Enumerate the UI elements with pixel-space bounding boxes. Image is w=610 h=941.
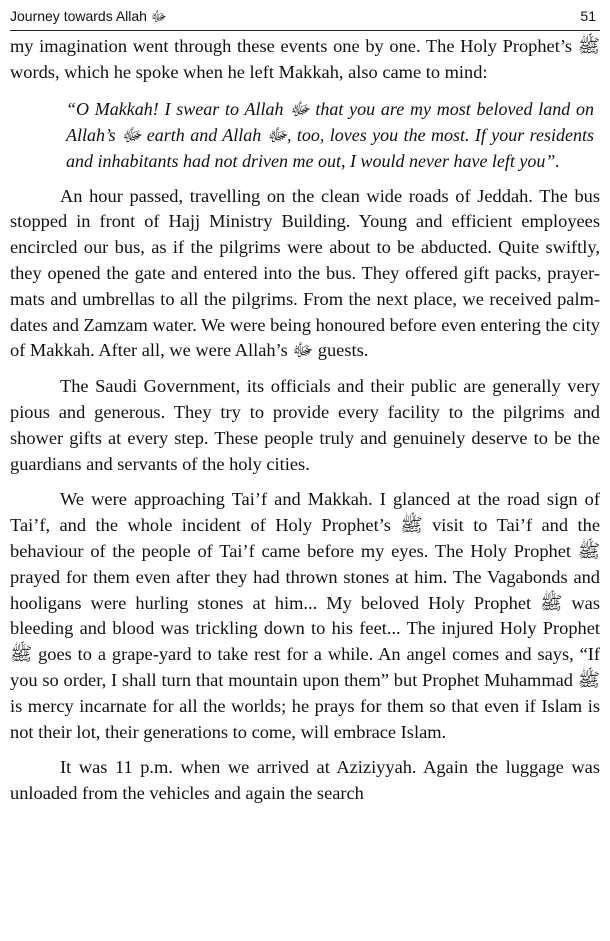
paragraph-taif: We were approaching Tai’f and Makkah. I glanced at the road sign of Tai’f, and the whole incident of Holy Prophet’s ﷺ visit to Tai’f and the behaviour of the people of Tai’f came before my eyes. The Holy Prophet ﷺ prayed for them even after they had thrown stones at him. The Vagabonds and hooligans were hurling stones at him... My beloved Holy Prophet ﷺ was bleeding and blood was trickling down to his feet... The injured Holy Prophet ﷺ goes to a grape-yard to take rest for a while. An angel comes and says, “If you so order, I shall turn that mountain upon them” but Prophet Muhammad ﷺ is mercy incarnate for all the worlds; he prays for them so that even if Islam is not their lot, their generations to come, will embrace Islam. bbox=[10, 489, 600, 742]
paragraph-hajj-ministry: An hour passed, travelling on the clean wide roads of Jeddah. The bus stopped in front of Hajj Ministry Building. Young and efficient employees encircled our bus, as if the pilgrims were about to be abducted. Quite swiftly, they opened the gate and entered into the bus. They offered gift packs, prayer-mats and umbrellas to all the pilgrims. From the next place, we received palm-dates and Zamzam water. We were being honoured before even entering the city of Makkah. After all, we were Allah’s ﷻ guests. bbox=[10, 185, 601, 361]
block-quote: “O Makkah! I swear to Allah ﷻ that you are my most beloved land on Allah’s ﷻ earth and Allah ﷻ, too, loves you the most. If your residents and inhabitants had not driven me out, I would never have left you”. bbox=[66, 98, 594, 171]
page-body bbox=[10, 34, 600, 817]
paragraph-saudi-government: The Saudi Government, its officials and their public are generally very pious and generous. They try to provide every facility to the pilgrims and shower gifts at every step. These people truly and genuinely deserve to be the guardians and servants of the holy cities. bbox=[10, 376, 600, 474]
page-number: 51 bbox=[580, 8, 596, 24]
paragraph-continued: my imagination went through these events one by one. The Holy Prophet’s ﷺ words, which he spoke when he left Makkah, also came to mind: bbox=[10, 36, 600, 82]
running-header bbox=[10, 4, 600, 31]
book-title: Journey towards Allah ﷻ bbox=[10, 8, 167, 24]
paragraph-aziziyyah: It was 11 p.m. when we arrived at Aziziyyah. Again the luggage was unloaded from the vehicles and again the search bbox=[10, 757, 600, 804]
